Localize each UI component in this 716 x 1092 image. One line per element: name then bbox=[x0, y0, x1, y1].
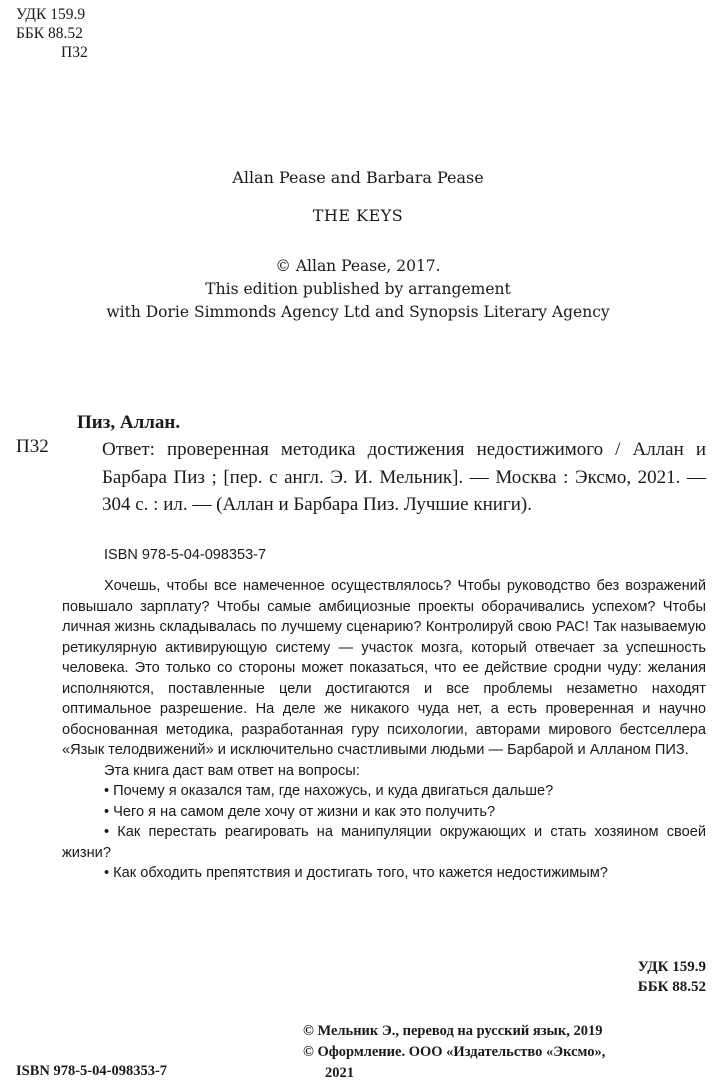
original-rights bbox=[0, 255, 716, 324]
classification-codes-bottom bbox=[638, 957, 706, 997]
annotation-bullet: • Почему я оказался там, где нахожусь, и куда двигаться дальше? bbox=[104, 783, 554, 799]
bbk-code: ББК 88.52 bbox=[637, 979, 706, 995]
rights-line: with Dorie Simmonds Agency Ltd and Synopsis Literary Agency bbox=[106, 303, 610, 321]
footer-isbn: ISBN 978-5-04-098353-7 bbox=[16, 1063, 168, 1079]
annotation-paragraph: Эта книга даст вам ответ на вопросы: bbox=[104, 762, 360, 779]
classification-codes-top bbox=[16, 5, 88, 62]
record-isbn: ISBN 978-5-04-098353-7 bbox=[104, 547, 267, 563]
footer-copyrights bbox=[303, 1021, 703, 1084]
copyright-design: © Оформление. ООО «Издательство «Эксмо», bbox=[303, 1044, 606, 1060]
original-title: THE KEYS bbox=[312, 206, 404, 225]
annotation bbox=[62, 576, 706, 884]
annotation-bullet: • Как обходить препятствия и достигать того, что кажется недостижимым? bbox=[104, 865, 608, 881]
udk-code: УДК 159.9 bbox=[637, 959, 706, 975]
rights-line: This edition published by arrangement bbox=[205, 280, 511, 298]
rights-line: © Allan Pease, 2017. bbox=[275, 257, 441, 275]
annotation-bullet: • Чего я на самом деле хочу от жизни и как это получить? bbox=[104, 803, 496, 820]
record-description: Ответ: проверенная методика достижения недостижимого / Аллан и Барбара Пиз ; [пер. с англ. Э. И. Мельник]. — Москва : Эксмо, 2021. — 304 с. : ил. — (Аллан и Барбара Пиз. Лучшие книги). bbox=[102, 439, 706, 515]
udk-code: УДК 159.9 bbox=[16, 6, 86, 23]
annotation-bullet: • Как перестать реагировать на манипуляции окружающих и стать хозяином своей жизни? bbox=[62, 824, 706, 861]
original-authors: Allan Pease and Barbara Pease bbox=[232, 168, 484, 187]
record-cipher: П32 bbox=[16, 436, 49, 457]
record-author: Пиз, Аллан. bbox=[77, 412, 181, 433]
annotation-paragraph: Хочешь, чтобы все намеченное осуществлялось? Чтобы руководство без возражений повышало зарплату? Чтобы самые амбициозные проекты оборачивались успехом? Чтобы личная жизнь складывалась по лучшему сценарию? Контролируй свою РАС! Так называемую ретикулярную активирующую систему — участок мозга, который отвечает за успешность человека. Это только со стороны может показаться, что ее действие сродни чуду: желания исполняются, поставленные цели достигаются и все проблемы незаметно находят оптимальное разрешение. На деле же никакого чуда нет, а есть проверенная и научно обоснованная методика, разработанная гуру психологии, авторами мирового бестселлера «Язык телодвижений» и исключительно счастливыми людьми — Барбарой и Алланом ПИЗ. bbox=[62, 578, 706, 758]
author-mark: П32 bbox=[61, 44, 88, 61]
copyright-translation: © Мельник Э., перевод на русский язык, 2019 bbox=[303, 1023, 603, 1039]
bbk-code: ББК 88.52 bbox=[16, 25, 83, 42]
copyright-design-year: 2021 bbox=[325, 1065, 354, 1081]
